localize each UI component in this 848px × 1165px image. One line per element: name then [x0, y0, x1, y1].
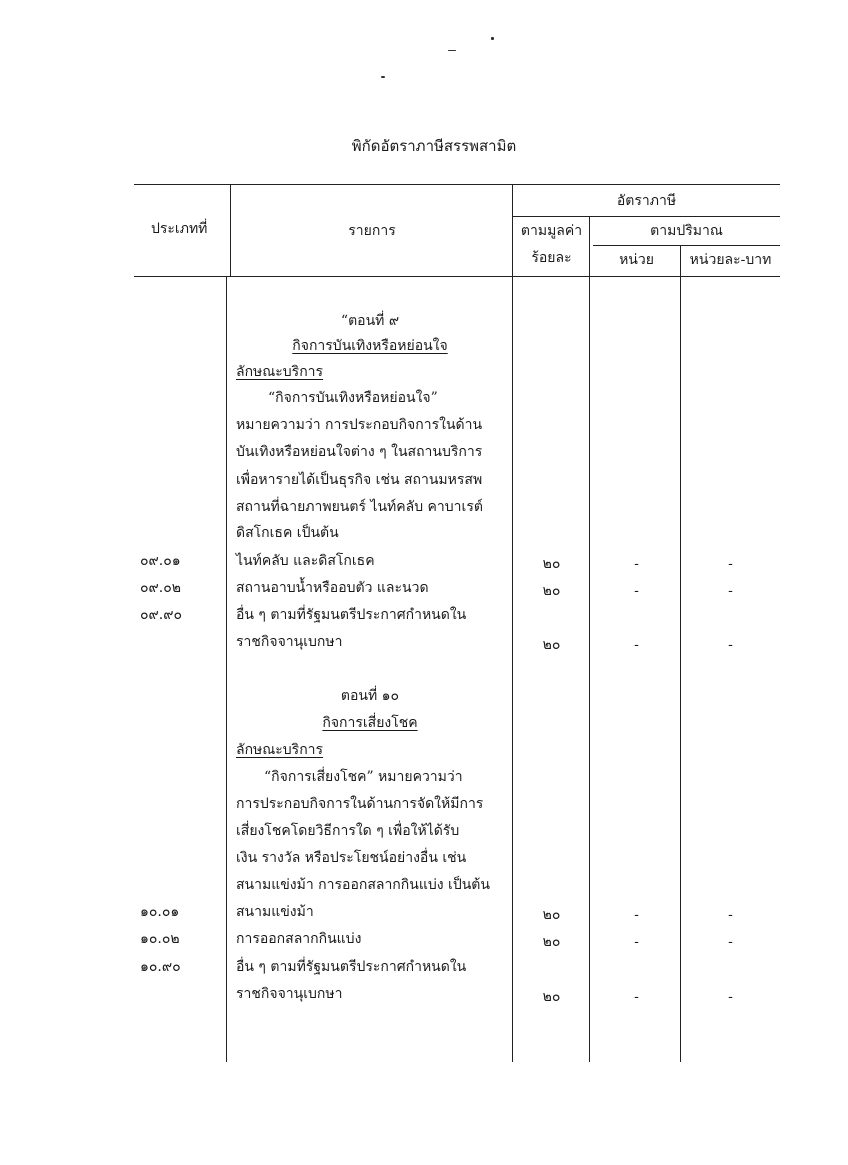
part10-char-label: ลักษณะบริการ	[236, 742, 324, 758]
row-per-unit: -	[728, 934, 733, 950]
row-unit: -	[634, 907, 639, 923]
row-code: ๑๐.๙๐	[140, 959, 181, 975]
row-unit: -	[634, 583, 639, 599]
row-item: สถานอาบน้ำหรืออบตัว และนวด	[236, 580, 429, 596]
row-unit: -	[634, 556, 639, 572]
col-divider-item	[512, 184, 513, 1062]
row-rate: ๒๐	[542, 989, 561, 1005]
row-rate: ๒๐	[542, 934, 561, 950]
row-item-cont: ราชกิจจานุเบกษา	[236, 986, 343, 1002]
row-rate: ๒๐	[542, 907, 561, 923]
part10-subheading: กิจการเสี่ยงโชค	[322, 715, 418, 731]
part9-desc-line: “กิจการบันเทิงหรือหย่อนใจ”	[268, 390, 438, 406]
row-code: ๐๙.๙๐	[140, 607, 183, 623]
header-col-type: ประเภทที่	[151, 221, 208, 237]
header-per-unit-baht: หน่วยละ-บาท	[689, 252, 772, 268]
part10-desc-line: การประกอบกิจการในด้านการจัดให้มีการ	[236, 796, 484, 812]
row-per-unit: -	[728, 637, 733, 653]
header-by-value: ตามมูลค่า	[520, 223, 583, 239]
header-tax-rate: อัตราภาษี	[616, 193, 677, 209]
part10-desc-line: เสี่ยงโชคโดยวิธีการใด ๆ เพื่อให้ได้รับ	[236, 823, 460, 839]
scan-speck	[491, 37, 494, 40]
row-rate: ๒๐	[542, 637, 561, 653]
row-code: ๑๐.๐๒	[140, 931, 180, 947]
header-unit: หน่วย	[619, 252, 654, 268]
part9-desc-line: บันเทิงหรือหย่อนใจต่าง ๆ ในสถานบริการ	[236, 444, 483, 460]
row-item: อื่น ๆ ตามที่รัฐมนตรีประกาศกำหนดใน	[236, 607, 467, 623]
row-unit: -	[634, 934, 639, 950]
part10-heading: ตอนที่ ๑๐	[340, 688, 400, 704]
header-bottom-rule	[134, 276, 780, 277]
part10-desc-line: สนามแข่งม้า การออกสลากกินแบ่ง เป็นต้น	[236, 877, 490, 893]
part9-desc-line: หมายความว่า การประกอบกิจการในด้าน	[236, 417, 483, 433]
scan-speck	[381, 76, 385, 78]
row-item: การออกสลากกินแบ่ง	[236, 931, 362, 947]
page-title: พิกัดอัตราภาษีสรรพสามิต	[351, 137, 517, 155]
row-per-unit: -	[728, 556, 733, 572]
part10-desc-line: “กิจการเสี่ยงโชค” หมายความว่า	[264, 769, 463, 785]
row-unit: -	[634, 989, 639, 1005]
row-per-unit: -	[728, 989, 733, 1005]
header-by-quantity: ตามปริมาณ	[650, 223, 723, 239]
part10-desc-line: เงิน รางวัล หรือประโยชน์อย่างอื่น เช่น	[236, 850, 467, 866]
quantity-rule	[593, 245, 780, 246]
row-item: สนามแข่งม้า	[236, 904, 314, 920]
row-code: ๐๙.๐๒	[140, 580, 182, 596]
row-item: อื่น ๆ ตามที่รัฐมนตรีประกาศกำหนดใน	[236, 959, 467, 975]
part9-char-label: ลักษณะบริการ	[236, 364, 324, 380]
row-item-cont: ราชกิจจานุเบกษา	[236, 634, 343, 650]
row-unit: -	[634, 637, 639, 653]
row-per-unit: -	[728, 583, 733, 599]
row-code: ๑๐.๐๑	[140, 904, 180, 920]
row-rate: ๒๐	[542, 583, 561, 599]
row-per-unit: -	[728, 907, 733, 923]
scan-speck	[448, 50, 456, 51]
part9-desc-line: สถานที่ฉายภาพยนตร์ ไนท์คลับ คาบาเรต์	[236, 499, 483, 515]
header-percent: ร้อยละ	[531, 250, 572, 266]
tax-rate-rule	[513, 216, 780, 217]
row-code: ๐๙.๐๑	[140, 553, 181, 569]
row-item: ไนท์คลับ และดิสโกเธค	[236, 553, 375, 569]
header-col-item: รายการ	[348, 223, 396, 239]
part9-desc-line: เพื่อหารายได้เป็นธุรกิจ เช่น สถานมหรสพ	[236, 472, 483, 488]
part9-heading: “ตอนที่ ๙	[340, 313, 400, 329]
part9-subheading: กิจการบันเทิงหรือหย่อนใจ	[292, 338, 448, 354]
col-divider-type	[230, 184, 231, 276]
row-rate: ๒๐	[542, 556, 561, 572]
part9-desc-line: ดิสโกเธค เป็นต้น	[236, 525, 339, 541]
col-divider-type-body	[226, 276, 227, 1062]
